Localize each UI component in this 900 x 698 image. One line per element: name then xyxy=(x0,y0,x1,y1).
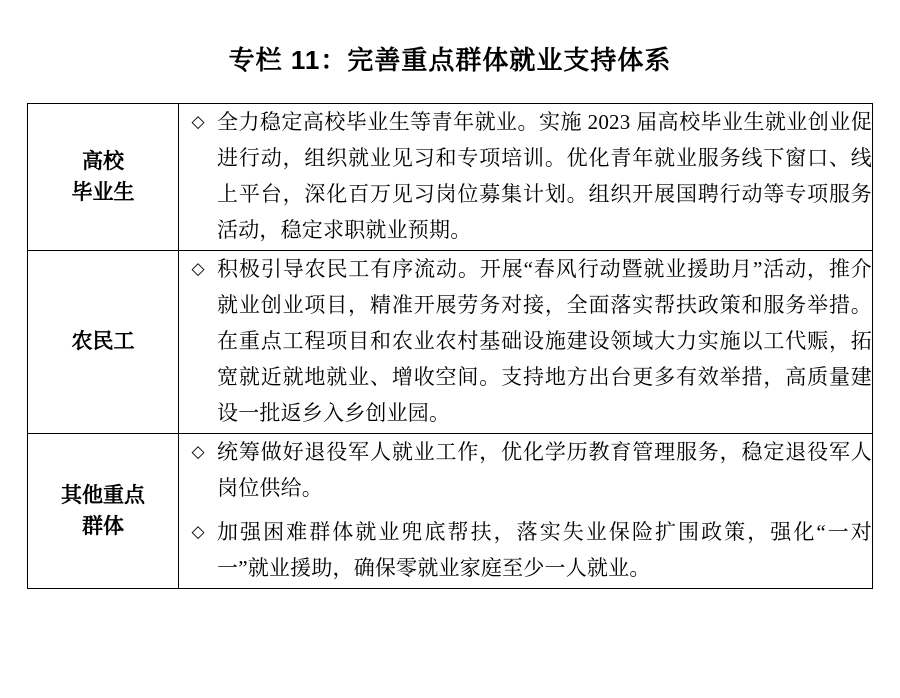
diamond-bullet-icon: ◇ xyxy=(191,259,205,279)
label-line: 毕业生 xyxy=(71,181,135,204)
row-content-college-graduates xyxy=(179,104,873,251)
table-row xyxy=(28,104,873,251)
list-item xyxy=(179,104,872,248)
table-row xyxy=(28,434,873,589)
list-item-text: 全力稳定高校毕业生等青年就业。实施 2023 届高校毕业生就业创业促进行动，组织就业见习和专项培训。优化青年就业服务线下窗口、线上平台，深化百万见习岗位募集计划。组织开展国聘行动等专项服务活动，稳定求职就业预期。 xyxy=(217,110,872,242)
diamond-bullet-icon: ◇ xyxy=(191,522,205,542)
diamond-bullet-icon: ◇ xyxy=(191,442,205,462)
row-content-other-key-groups xyxy=(179,434,873,589)
list-item-text: 加强困难群体就业兜底帮扶，落实失业保险扩围政策，强化“一对一”就业援助，确保零就业家庭至少一人就业。 xyxy=(217,520,872,580)
row-content-migrant-workers xyxy=(179,251,873,434)
label-line: 群体 xyxy=(82,515,124,538)
support-system-table xyxy=(27,103,873,589)
page-title: 专栏 11：完善重点群体就业支持体系 xyxy=(228,45,672,75)
list-item xyxy=(179,514,872,586)
label-line: 农民工 xyxy=(71,330,135,354)
list-item xyxy=(179,251,872,431)
diamond-bullet-icon: ◇ xyxy=(191,112,205,132)
row-label-migrant-workers xyxy=(28,251,179,434)
table-row xyxy=(28,251,873,434)
list-item-text: 统筹做好退役军人就业工作，优化学历教育管理服务，稳定退役军人岗位供给。 xyxy=(217,440,872,500)
list-item xyxy=(179,434,872,506)
list-item-text: 积极引导农民工有序流动。开展“春风行动暨就业援助月”活动，推介就业创业项目，精准开展劳务对接，全面落实帮扶政策和服务举措。在重点工程项目和农业农村基础设施建设领域大力实施以工代赈，拓宽就近就地就业、增收空间。支持地方出台更多有效举措，高质量建设一批返乡入乡创业园。 xyxy=(217,257,872,425)
row-label-other-key-groups xyxy=(28,434,179,589)
label-line: 其他重点 xyxy=(61,483,145,507)
label-line: 高校 xyxy=(82,149,124,173)
row-label-college-graduates xyxy=(28,104,179,251)
